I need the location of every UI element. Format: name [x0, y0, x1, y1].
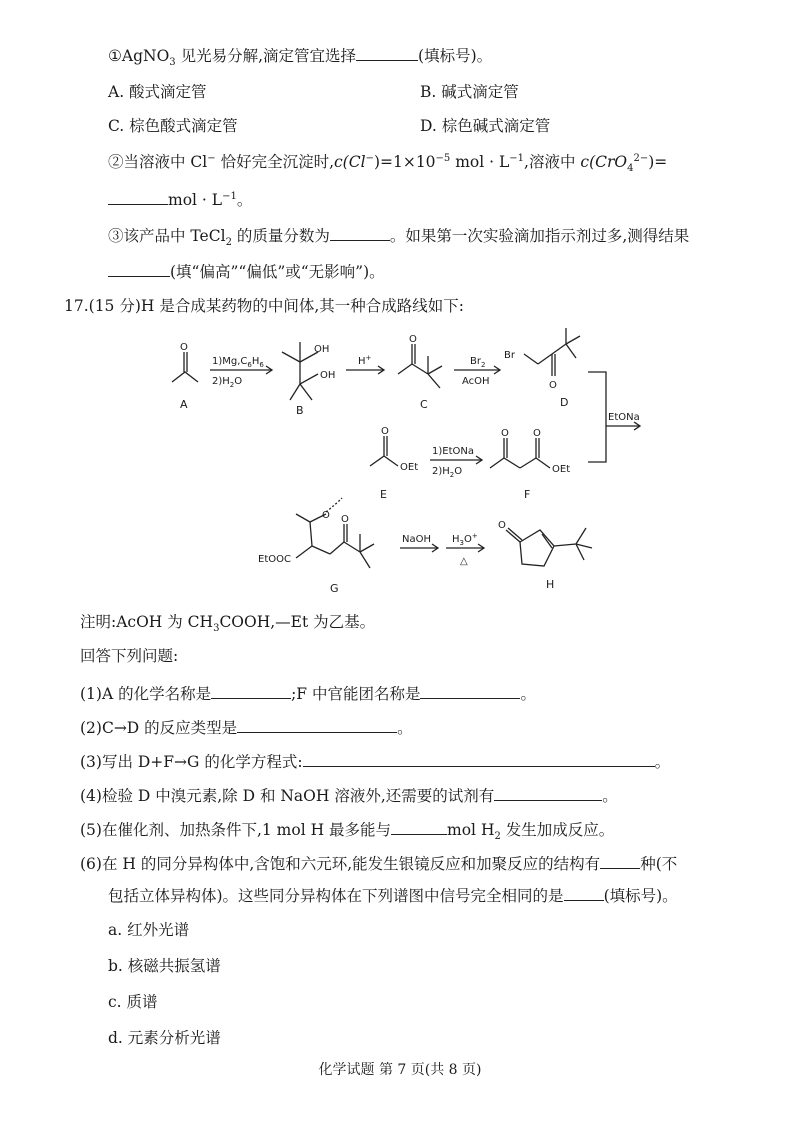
atom-oh-2: OH [320, 370, 336, 381]
atom-o-h: O [498, 520, 506, 531]
atom-etooc: EtOOC [258, 554, 291, 565]
atom-o-f2: O [533, 428, 541, 439]
label-b: B [296, 404, 304, 417]
reagent-acid: H+ [358, 354, 372, 367]
answer-blank[interactable] [391, 818, 447, 835]
label-a: A [180, 398, 188, 411]
answer-blank[interactable] [108, 260, 170, 277]
atom-o-d: O [549, 380, 557, 391]
atom-o-g2: O [341, 514, 349, 525]
label-c: C [420, 398, 428, 411]
answer-blank[interactable] [108, 188, 168, 205]
atom-o-g1: O [322, 510, 330, 521]
q16-option-c: C. 棕色酸式滴定管 [108, 117, 238, 135]
answer-blank[interactable] [564, 884, 604, 901]
reagent-step1-bottom: $2)H_2O$ [212, 376, 243, 389]
q16-part3-cont: (填“偏高”“偏低”或“无影响”)。 [108, 260, 385, 282]
reagent-naoh: NaOH [402, 534, 431, 545]
q17-3: (3)写出 D+F→G 的化学方程式: 。 [80, 750, 670, 772]
reagent-acoh: AcOH [462, 376, 490, 387]
label-f: F [524, 488, 531, 501]
reagent-heat: △ [460, 556, 468, 567]
q16-option-b: B. 碱式滴定管 [420, 83, 519, 101]
reagent-etona: EtONa [608, 412, 640, 423]
q17-header: 17.(15 分)H 是合成某药物的中间体,其一种合成路线如下: [64, 297, 464, 315]
atom-o-e: O [381, 426, 389, 437]
q17-2: (2)C→D 的反应类型是 。 [80, 716, 413, 738]
answer-blank[interactable] [303, 750, 655, 767]
atom-oh-1: OH [314, 344, 330, 355]
option-a: a. 红外光谱 [108, 921, 190, 939]
compound-g [296, 498, 374, 568]
reagent-br2: $Br_2$ [470, 356, 486, 369]
reagent-h3o: $H_3O^+$ [452, 532, 478, 547]
answer-blank[interactable] [330, 224, 390, 241]
answer-blank[interactable] [600, 852, 640, 869]
answer-blank[interactable] [211, 682, 291, 699]
reagent-step5-bottom: $2)H_2O$ [432, 466, 463, 479]
q17-6-cont: 包括立体异构体)。这些同分异构体在下列谱图中信号完全相同的是 (填标号)。 [108, 884, 678, 906]
answer-prompt: 回答下列问题: [80, 647, 179, 665]
option-c: c. 质谱 [108, 993, 158, 1011]
note: 注明:AcOH 为 $CH_3COOH,—Et$ 为乙基。 [80, 613, 376, 635]
reagent-step5-top: 1)EtONa [432, 446, 474, 457]
q16-part1: ①AgNO$_3$ 见光易分解,滴定管宜选择 (填标号)。 [108, 44, 492, 66]
q16-part3: ③该产品中 TeCl$_2$ 的质量分数为 。如果第一次实验滴加指示剂过多,测得结果 [108, 224, 689, 246]
q17-1: (1)A 的化学名称是 ;F 中官能团名称是 。 [80, 682, 536, 704]
answer-blank[interactable] [237, 716, 397, 733]
synthesis-scheme [0, 322, 800, 622]
atom-oet-f: OEt [552, 464, 571, 475]
reagent-step1-top: $1)Mg,C_6H_6$ [212, 356, 264, 369]
bracket [588, 372, 606, 462]
q17-6: (6)在 H 的同分异构体中,含饱和六元环,能发生银镜反应和加聚反应的结构有 种(不 [80, 852, 677, 874]
compound-e [370, 436, 398, 466]
compound-d [524, 328, 580, 376]
atom-br-d: Br [504, 350, 515, 361]
label-h: H [546, 578, 555, 591]
compound-h [506, 528, 592, 566]
atom-oet-e: OEt [400, 462, 419, 473]
compound-c [398, 344, 442, 388]
answer-blank[interactable] [356, 44, 418, 61]
atom-o-c: O [409, 334, 417, 345]
label-e: E [380, 488, 387, 501]
atom-o-f1: O [501, 428, 509, 439]
q16-part2-unit: mol · $L^{-1}$。 [108, 188, 252, 210]
answer-blank[interactable] [420, 682, 520, 699]
compound-b [282, 342, 318, 400]
q16-option-a: A. 酸式滴定管 [108, 83, 207, 101]
q16-part2: ②当溶液中 Cl− 恰好完全沉淀时$,c(Cl^-)=1\times 10^{-5}$ mol · $L^{-1}$,溶液中 c(CrO$_4^{2-}$)= [108, 152, 668, 175]
label-g: G [330, 582, 339, 595]
q17-5: (5)在催化剂、加热条件下,1 mol H 最多能与 mol $H_2$ 发生加成反应。 [80, 818, 614, 840]
q17-4: (4)检验 D 中溴元素,除 D 和 NaOH 溶液外,还需要的试剂有 。 [80, 784, 618, 806]
atom-o-a: O [180, 342, 188, 353]
compound-f [490, 438, 550, 468]
page-footer: 化学试题 第 7 页(共 8 页) [318, 1062, 482, 1078]
q16-option-d: D. 棕色碱式滴定管 [420, 117, 551, 135]
option-d: d. 元素分析光谱 [108, 1029, 221, 1047]
answer-blank[interactable] [494, 784, 602, 801]
label-d: D [560, 396, 569, 409]
compound-a [172, 352, 198, 382]
option-b: b. 核磁共振氢谱 [108, 957, 221, 975]
